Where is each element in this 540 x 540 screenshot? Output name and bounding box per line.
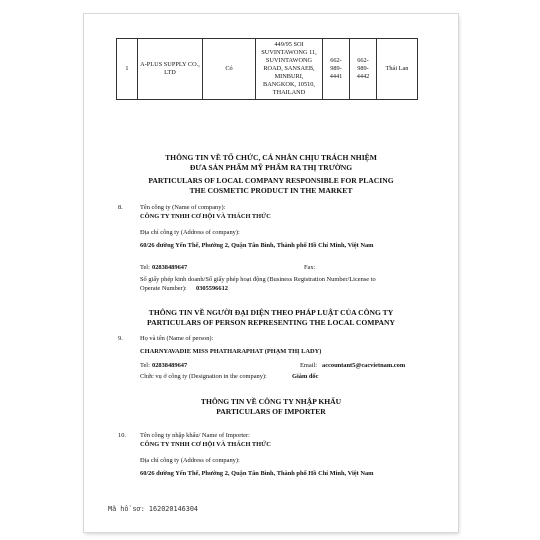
local-company-heading-en-1: PARTICULARS OF LOCAL COMPANY RESPONSIBLE FOR PLACING [148,176,394,185]
license-value: 0305596612 [196,285,228,292]
tel-label: Tel: [140,264,150,271]
company-address-value: 60/26 đường Yến Thế, Phường 2, Quận Tân Bình, Thành phố Hồ Chí Minh, Việt Nam [140,242,374,249]
row-number: 1 [117,39,138,100]
local-company-heading-vi-2: ĐƯA SẢN PHẨM MỸ PHẨM RA THỊ TRƯỜNG [189,163,353,172]
manufacturer-fax: 662-989-4442 [350,39,377,100]
manufacturer-flag: Có [203,39,256,100]
manufacturer-phone: 662-989-4441 [323,39,350,100]
person-name-label: Họ và tên (Name of person): [140,335,214,342]
manufacturer-address: 449/95 SOI SUVINTAWONG 11, SUVINTAWONG ROAD, SANSAEB, MINBURI, BANGKOK, 10510, THAILAND [256,39,323,100]
importer-heading-en: PARTICULARS OF IMPORTER [216,407,326,416]
local-company-heading-en-2: THE COSMETIC PRODUCT IN THE MARKET [189,186,353,195]
email-value: accountant5@cacvietnam.com [322,362,406,369]
license-label-1: Số giấy phép kinh doanh/Số giấy phép hoạt động (Business Registration Number/License to [140,276,376,283]
importer-name-label: Tên công ty nhập khẩu/ Name of Importer: [140,432,250,439]
tel-value: 02838489647 [152,264,188,271]
item-number: 9. [118,335,123,342]
importer-address-label: Địa chỉ công ty (Address of company): [140,457,240,464]
position-label: Chức vụ ở công ty (Designation in the company): [140,373,267,380]
person-name-value: CHARNYAVADIE MISS PHATHARAPHAT (PHẠM THỊ LADY) [140,348,322,355]
manufacturer-table [116,38,418,100]
company-address-label: Địa chỉ công ty (Address of company): [140,229,240,236]
importer-address-value: 60/26 đường Yến Thế, Phường 2, Quận Tân Bình, Thành phố Hồ Chí Minh, Việt Nam [140,470,374,477]
manufacturer-country: Thái Lan [377,39,418,100]
email-label: Email: [300,362,318,369]
item-number: 8. [118,204,123,211]
company-name-label: Tên công ty (Name of company): [140,204,226,211]
local-company-heading-vi-1: THÔNG TIN VỀ TỔ CHỨC, CÁ NHÂN CHỊU TRÁCH NHIỆM [165,153,377,162]
person-tel-value: 02838489647 [152,362,188,369]
item-number: 10. [118,432,126,439]
manufacturer-name: A-PLUS SUPPLY CO., LTD [138,39,203,100]
document-page [84,14,458,532]
table-row [117,39,418,100]
position-value: Giám đốc [292,373,319,380]
importer-heading-vi: THÔNG TIN VỀ CÔNG TY NHẬP KHẨU [200,397,342,406]
company-name-value: CÔNG TY TNHH CƠ HỘI VÀ THÁCH THỨC [140,213,271,220]
file-code: Mã hồ sơ: 162020146304 [108,505,199,513]
person-tel-label: Tel: [140,362,150,369]
representative-heading-vi: THÔNG TIN VỀ NGƯỜI ĐẠI DIỆN THEO PHÁP LUẬT CỦA CÔNG TY [148,308,394,317]
license-label-2: Operate Number): [140,285,187,292]
fax-label: Fax: [304,264,316,271]
importer-name-value: CÔNG TY TNHH CƠ HỘI VÀ THÁCH THỨC [140,441,271,448]
representative-heading-en: PARTICULARS OF PERSON REPRESENTING THE LOCAL COMPANY [147,318,395,327]
